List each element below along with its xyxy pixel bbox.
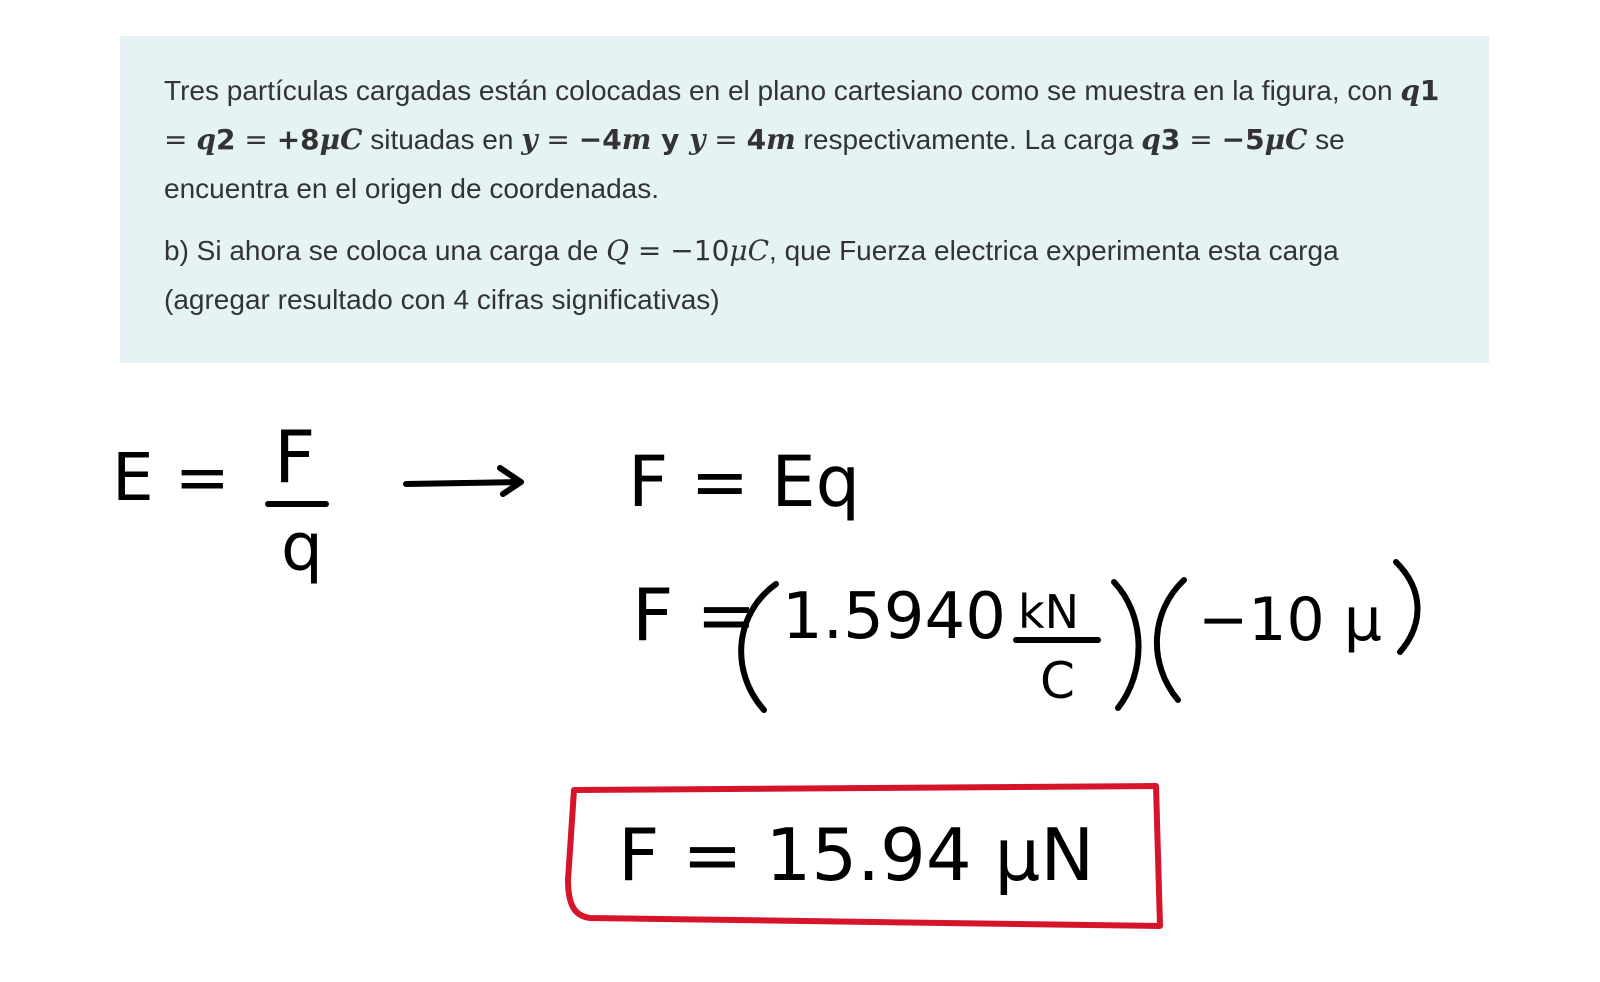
left-paren: [1157, 580, 1184, 700]
svg-text:F: F: [274, 415, 316, 499]
svg-text:1.5940: 1.5940: [782, 580, 1006, 654]
problem-paragraph-1: Tres partículas cargadas están colocadas en el plano cartesiano como se muestra en la figura, con q1 = q2 = +8μC situadas en y = −4m y y = 4m respectivamente. La carga q3 = −5μC se encuentra en el origen de coordenadas.: [164, 74, 1440, 204]
problem-paragraph-2: b) Si ahora se coloca una carga de Q = −10μC, que Fuerza electrica experimenta esta carga (agregar resultado con 4 cifras significativas): [164, 234, 1339, 315]
svg-text:F = 15.94 μN: F = 15.94 μN: [618, 813, 1095, 897]
svg-text:E =: E =: [112, 439, 230, 516]
final-answer: [568, 786, 1160, 926]
right-paren: [1396, 562, 1418, 652]
svg-text:C: C: [1040, 652, 1075, 710]
svg-text:F =: F =: [632, 573, 757, 657]
right-paren: [1114, 582, 1139, 708]
definition-equation: [112, 415, 326, 586]
right-arrow-icon: [406, 468, 521, 494]
substitution-line: [632, 562, 1418, 710]
svg-text:−10 μ: −10 μ: [1198, 585, 1382, 655]
svg-text:kN: kN: [1018, 585, 1080, 639]
svg-text:q: q: [281, 509, 323, 586]
force-equation: F = Eq: [628, 441, 861, 523]
